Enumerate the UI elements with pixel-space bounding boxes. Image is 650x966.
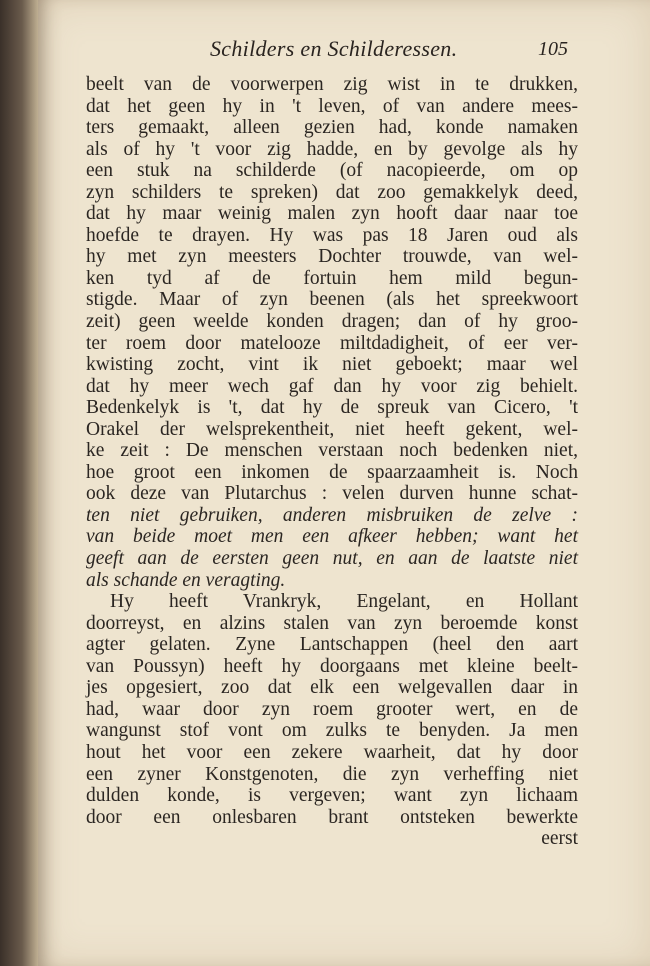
text-line: een stuk na schilderde (of nacopieerde, om op — [86, 160, 578, 182]
text-line: hy met zyn meesters Dochter trouwde, van wel- — [86, 246, 578, 268]
text-line: zeit) geen weelde konden dragen; dan of hy groo- — [86, 311, 578, 333]
text-line: agter gelaten. Zyne Lantschappen (heel den aart — [86, 634, 578, 656]
text-line: ook deze van Plutarchus : velen durven hunne schat- — [86, 483, 578, 505]
text-line: hoefde te drayen. Hy was pas 18 Jaren oud als — [86, 224, 578, 246]
text-line: jes opgesiert, zoo dat elk een welgevallen daar in — [86, 677, 578, 699]
text-line: door een onlesbaren brant ontsteken bewerkte — [86, 806, 578, 828]
text-line: beelt van de voorwerpen zig wist in te drukken, — [86, 74, 578, 95]
page-number: 105 — [538, 38, 568, 60]
text-line: ter roem door matelooze miltdadigheit, of eer ver- — [86, 332, 578, 354]
book-page — [38, 0, 650, 966]
text-line: Bedenkelyk is 't, dat hy de spreuk van Cicero, 't — [86, 397, 578, 419]
running-head — [98, 36, 578, 66]
text-line: kwisting zocht, vint ik niet geboekt; maar wel — [86, 354, 578, 376]
text-line: als schande en veragting. — [86, 569, 286, 591]
text-line: geeft aan de eersten geen nut, en aan de laatste niet — [86, 548, 578, 570]
running-title: Schilders en Schilderessen. — [210, 36, 458, 61]
text-line: stigde. Maar of zyn beenen (als het spreekwoort — [86, 289, 578, 311]
text-line: dat het geen hy in 't leven, of van andere mees- — [86, 95, 578, 117]
text-line: hoe groot een inkomen de spaarzaamheit is. Noch — [86, 461, 578, 483]
text-line: als of hy 't voor zig hadde, en by gevolge als hy — [86, 138, 578, 160]
text-line: ters gemaakt, alleen gezien had, konde namaken — [86, 117, 578, 139]
text-line: zyn schilders te spreken) dat zoo gemakkelyk deed, — [86, 181, 578, 203]
text-line: van Poussyn) heeft hy doorgaans met kleine beelt- — [86, 655, 578, 677]
text-line: Hy heeft Vrankryk, Engelant, en Hollant — [110, 591, 578, 613]
text-line: ten niet gebruiken, anderen misbruiken de zelve : — [86, 504, 578, 526]
text-line: had, waar door zyn roem grooter wert, en de — [86, 698, 578, 720]
text-line: ke zeit : De menschen verstaan noch bedenken niet, — [86, 440, 578, 462]
text-line: ken tyd af de fortuin hem mild begun- — [86, 267, 578, 289]
book-gutter — [0, 0, 40, 966]
body-text — [86, 74, 578, 850]
text-line: hout het voor een zekere waarheit, dat hy door — [86, 741, 578, 763]
text-line: Orakel der welsprekentheit, niet heeft gekent, wel- — [86, 418, 578, 440]
text-line: wangunst stof vont om zulks te benyden. Ja men — [86, 720, 578, 742]
text-line: doorreyst, en alzins stalen van zyn beroemde konst — [86, 612, 578, 634]
text-line: dat hy maar weinig malen zyn hooft daar naar toe — [86, 203, 578, 225]
text-line: dat hy meer wech gaf dan hy voor zig behielt. — [86, 375, 578, 397]
text-line: van beide moet men een afkeer hebben; want het — [86, 526, 578, 548]
text-line: een zyner Konstgenoten, die zyn verheffing niet — [86, 763, 578, 785]
text-line: dulden konde, is vergeven; want zyn lichaam — [86, 785, 578, 807]
catchword: eerst — [541, 828, 578, 850]
